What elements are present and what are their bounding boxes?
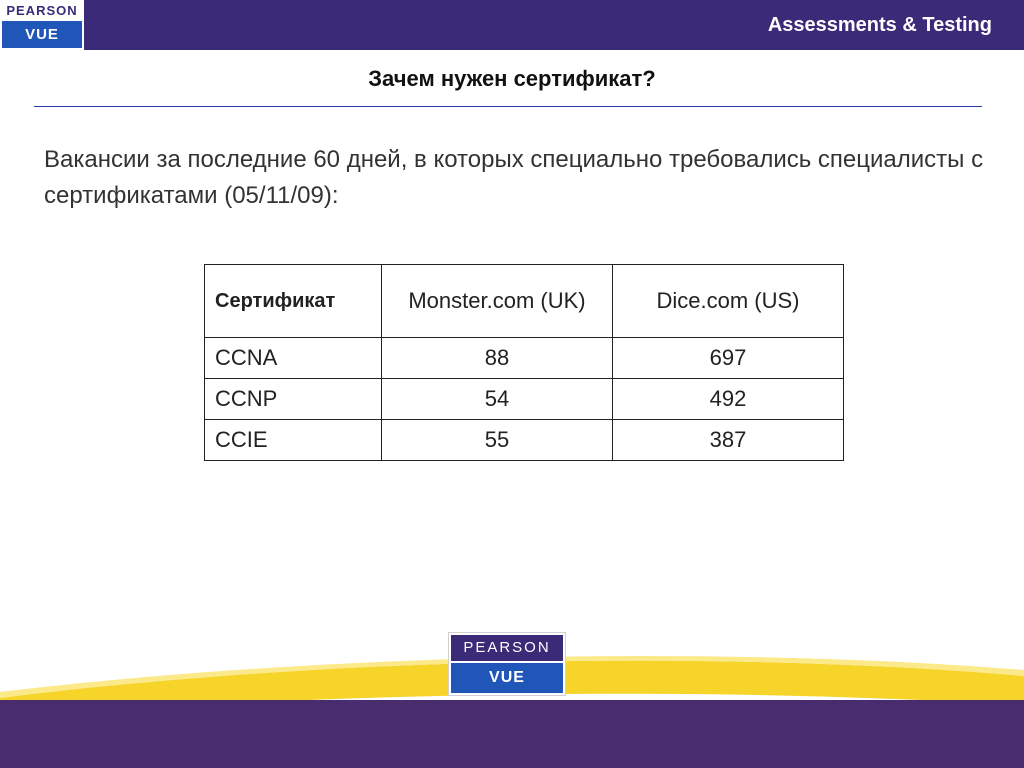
cell-monster: 54: [382, 379, 613, 420]
cell-dice: 387: [613, 420, 844, 461]
footer-band: [0, 700, 1024, 768]
title-divider: [34, 106, 982, 107]
cell-cert: CCIE: [205, 420, 382, 461]
cell-dice: 697: [613, 338, 844, 379]
header-certificate: Сертификат: [205, 265, 382, 338]
header-dice: Dice.com (US): [613, 265, 844, 338]
table-row: [205, 420, 844, 461]
table-row: [205, 338, 844, 379]
table-header-row: [205, 265, 844, 338]
certification-table: [204, 264, 844, 461]
brand-text: Assessments & Testing: [767, 14, 992, 36]
cell-cert: CCNA: [205, 338, 382, 379]
cell-dice: 492: [613, 379, 844, 420]
header-monster: Monster.com (UK): [382, 265, 613, 338]
footer-logo-vue: VUE: [451, 663, 563, 693]
cell-monster: 55: [382, 420, 613, 461]
intro-text: Вакансии за последние 60 дней, в которых специально требовались специалисты с сертификатами (05/11/09):: [44, 146, 984, 209]
pearson-vue-logo: [0, 0, 84, 50]
logo-vue: VUE: [2, 21, 82, 48]
table-row: [205, 379, 844, 420]
cell-cert: CCNP: [205, 379, 382, 420]
header-bar: [0, 0, 1024, 50]
cell-monster: 88: [382, 338, 613, 379]
pearson-vue-footer-logo: [448, 632, 566, 696]
logo-word: PEARSON: [6, 3, 78, 18]
footer-logo-word: PEARSON: [451, 635, 563, 661]
slide-title: Зачем нужен сертификат?: [368, 66, 656, 91]
